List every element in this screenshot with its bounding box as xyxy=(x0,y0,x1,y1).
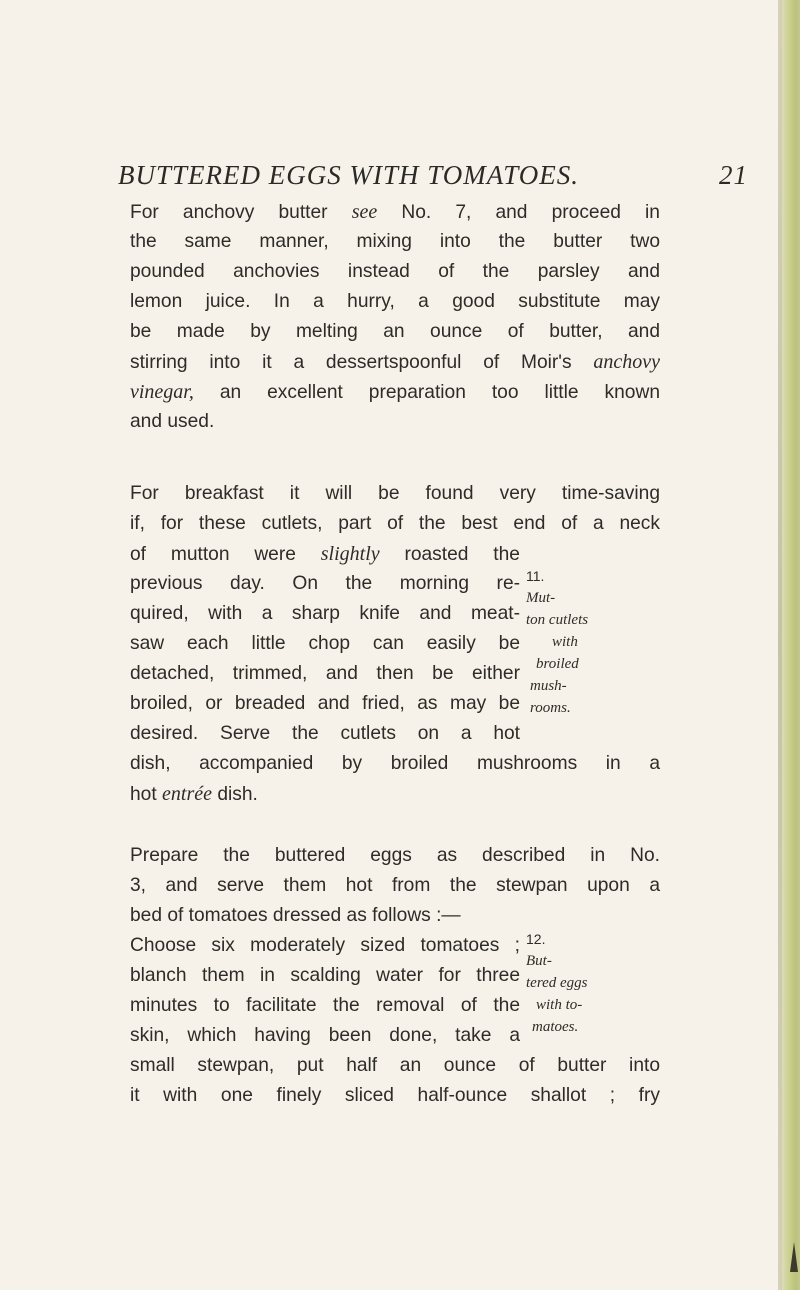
running-title: BUTTERED EGGS WITH TOMATOES. xyxy=(118,160,580,190)
text-line: broiled, or breaded and fried, as may be xyxy=(130,693,520,714)
italic-slightly: slightly xyxy=(320,543,380,565)
text-line: previous day. On the morning re- xyxy=(130,573,520,594)
text-line: minutes to facilitate the removal of the xyxy=(130,995,520,1016)
margin-note-number: 11. xyxy=(526,568,545,584)
margin-note-12: 12. But- tered eggs with to- matoes. xyxy=(526,928,646,1038)
text-line: of mutton were slightly roasted the xyxy=(130,543,520,565)
margin-note-11: 11. Mut- ton cutlets with broiled mush- rooms. xyxy=(526,565,646,719)
text-line: For breakfast it will be found very time-saving xyxy=(130,483,660,504)
text-line: if, for these cutlets, part of the best end of a neck xyxy=(130,513,660,534)
text-line: blanch them in scalding water for three xyxy=(130,965,520,986)
text-line: it with one finely sliced half-ounce shallot ; fry xyxy=(130,1085,660,1106)
page-edge-shade xyxy=(778,0,782,1290)
text-line: detached, trimmed, and then be either xyxy=(130,663,520,684)
text-line: vinegar, an excellent preparation too little known xyxy=(130,381,660,403)
text-line: desired. Serve the cutlets on a hot xyxy=(130,723,520,744)
italic-vinegar: vinegar, xyxy=(130,381,194,403)
text-line: the same manner, mixing into the butter two xyxy=(130,231,660,252)
margin-note-number: 12. xyxy=(526,931,546,947)
text-line: hot entrée dish. xyxy=(130,783,258,805)
text-line: For anchovy butter see No. 7, and proceed in xyxy=(130,201,660,223)
running-header xyxy=(118,160,748,196)
edge-mark xyxy=(790,1242,798,1272)
page-number: 21 xyxy=(719,160,748,190)
text-line: stirring into it a dessertspoonful of Moir's anchovy xyxy=(130,351,660,373)
text-line: dish, accompanied by broiled mushrooms in a xyxy=(130,753,660,774)
page-edge xyxy=(778,0,800,1290)
text-line: 3, and serve them hot from the stewpan upon a xyxy=(130,875,660,896)
text-line: skin, which having been done, take a xyxy=(130,1025,520,1046)
text-line: be made by melting an ounce of butter, and xyxy=(130,321,660,342)
text-line: pounded anchovies instead of the parsley and xyxy=(130,261,660,282)
text-line: bed of tomatoes dressed as follows :— xyxy=(130,905,461,926)
text-line: saw each little chop can easily be xyxy=(130,633,520,654)
italic-see: see xyxy=(351,201,378,223)
italic-entree: entrée xyxy=(162,783,213,805)
italic-anchovy: anchovy xyxy=(593,351,660,373)
text-line: lemon juice. In a hurry, a good substitute may xyxy=(130,291,660,312)
text-line: quired, with a sharp knife and meat- xyxy=(130,603,520,624)
text-line: and used. xyxy=(130,411,215,432)
paragraph-anchovy-butter xyxy=(130,197,660,437)
text-line: Prepare the buttered eggs as described in No. xyxy=(130,845,660,866)
text-line: small stewpan, put half an ounce of butter into xyxy=(130,1055,660,1076)
text-line: Choose six moderately sized tomatoes ; xyxy=(130,935,520,956)
